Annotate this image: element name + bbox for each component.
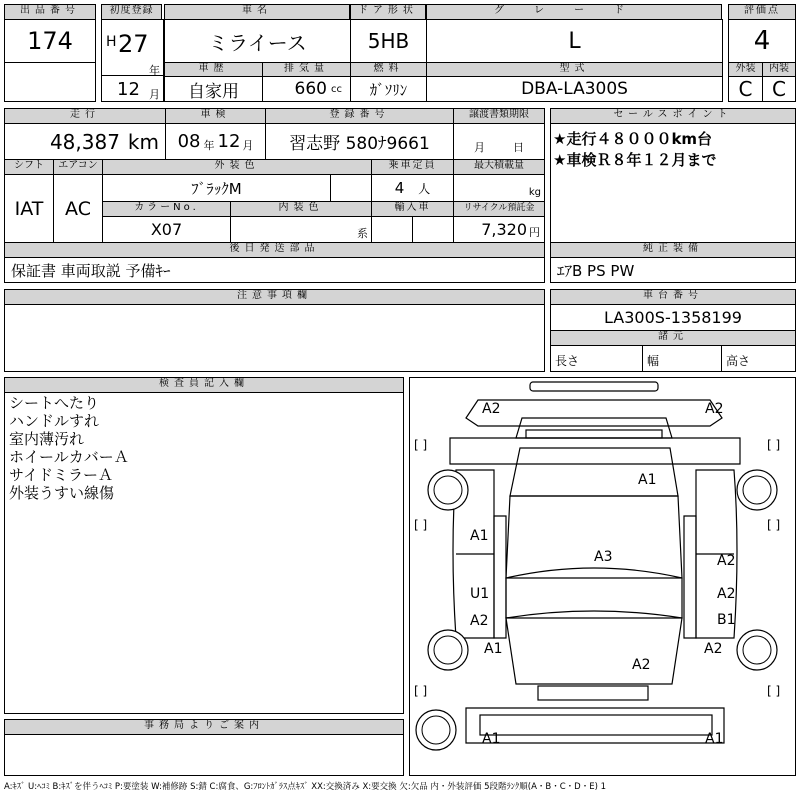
import-b — [412, 216, 454, 243]
damage-mark: A1 — [482, 731, 501, 747]
transfer-month-unit: 月 — [474, 140, 485, 154]
damage-mark: A2 — [704, 641, 723, 657]
damage-mark: A1 — [470, 528, 489, 544]
color-no: X07 — [102, 216, 231, 243]
car-name-header: 車名 — [164, 4, 350, 20]
damage-mark: A2 — [470, 613, 489, 629]
legend: A:ｷｽﾞ U:ﾍｺﾐ B:ｷｽﾞを伴うﾍｺﾐ P:要塗装 W:補修跡 S:錆 C:腐食、G:ﾌﾛﾝﾄｶﾞﾗｽ点ｷｽﾞ XX:交換済み X:要交換 欠:欠品 内・外装評価 5段階ﾗﾝｸ順(A・B・C・D・E) 1 — [4, 782, 607, 792]
aircon-header: エアコン — [53, 159, 103, 175]
plate-header: 登録番号 — [265, 108, 454, 124]
equipment-header: 純正装備 — [550, 242, 796, 258]
bracket-left-mid: [ ] — [414, 518, 428, 532]
tire-front-left — [426, 468, 470, 512]
tire-rear-left — [426, 628, 470, 672]
inspection — [165, 123, 266, 160]
inspection-year: 08 — [177, 131, 201, 152]
exterior-grade: C — [728, 76, 763, 102]
height-label: 高さ — [726, 354, 751, 368]
inspection-month: 12 — [217, 131, 241, 152]
transfer-header: 譲渡書類期限 — [453, 108, 545, 124]
mileage-value: 48,387 — [49, 129, 120, 154]
reg-divider — [101, 75, 164, 76]
sales-point-2: ★車検Ｒ８年１２月まで — [553, 151, 717, 169]
lot-number: 174 — [4, 19, 96, 63]
inspection-year-unit: 年 — [203, 138, 215, 152]
score: 4 — [728, 19, 796, 63]
history: 自家用 — [164, 76, 263, 102]
max-load: kg — [453, 174, 545, 202]
inspector-header: 検査員記入欄 — [4, 377, 404, 393]
lot-blank — [4, 62, 96, 102]
chassis-header: 車台番号 — [550, 289, 796, 305]
inspector-notes — [9, 394, 129, 502]
height-cell — [721, 345, 796, 372]
plate: 習志野 580ﾅ9661 — [265, 123, 454, 160]
displacement-value: 660 — [294, 79, 327, 99]
bracket-left-upper: [ ] — [414, 438, 428, 452]
interior-grade-header: 内装 — [762, 62, 796, 77]
transfer — [453, 123, 545, 160]
sales-points-header: セールスポイント — [550, 108, 796, 124]
car-name: ミライース — [164, 19, 351, 63]
displacement — [262, 76, 351, 102]
inspector-note-4: ホイールカバーＡ — [9, 448, 129, 466]
fuel-header: 燃料 — [350, 62, 427, 77]
door-type: 5HB — [350, 19, 427, 63]
history-header: 車歴 — [164, 62, 263, 77]
displacement-unit: cc — [331, 83, 342, 95]
shift: IAT — [4, 174, 54, 243]
model: DBA-LA300S — [426, 76, 723, 102]
grade: L — [426, 19, 723, 63]
capacity-unit: 人 — [418, 181, 431, 196]
ext-color-header: 外装色 — [102, 159, 372, 175]
length-cell — [550, 345, 643, 372]
grade-header: グレード — [426, 4, 722, 20]
exterior-grade-header: 外装 — [728, 62, 763, 77]
damage-mark: A2 — [482, 401, 501, 417]
tire-front-right — [735, 468, 779, 512]
inspector-note-2: ハンドルすれ — [9, 412, 100, 430]
mileage — [4, 123, 166, 160]
notes-box — [4, 304, 545, 372]
first-registration-year: 27 — [118, 30, 149, 58]
displacement-header: 排気量 — [262, 62, 351, 77]
inspector-note-6: 外装うすい線傷 — [9, 484, 115, 502]
year-unit: 年 — [149, 64, 160, 77]
import-a — [371, 216, 413, 243]
damage-mark: A1 — [638, 472, 657, 488]
width-label: 幅 — [647, 354, 660, 368]
damage-mark: A2 — [717, 586, 736, 602]
car-outline — [410, 378, 795, 775]
int-color-header: 内装色 — [230, 201, 372, 217]
max-load-header: 最大積載量 — [453, 159, 545, 175]
bracket-right-lower: [ ] — [767, 684, 781, 698]
inspector-note-5: サイドミラーＡ — [9, 466, 113, 484]
first-registration-month: 12 — [117, 79, 140, 100]
equipment: ｴｱB PS PW — [550, 257, 796, 283]
damage-mark: A2 — [632, 657, 651, 673]
car-diagram — [409, 377, 796, 776]
sales-point-1: ★走行４８０００km台 — [553, 130, 713, 148]
first-registration-header: 初度登録 — [101, 4, 162, 20]
import-header: 輸入車 — [371, 201, 454, 217]
bracket-right-mid: [ ] — [767, 518, 781, 532]
damage-mark: A1 — [484, 641, 503, 657]
recycle-value: 7,320 — [481, 220, 527, 239]
fuel: ｶﾞｿﾘﾝ — [350, 76, 427, 102]
office-header: 事務局よりご案内 — [4, 719, 404, 735]
tire-rear-right — [735, 628, 779, 672]
score-header: 評価点 — [728, 4, 796, 20]
era: H — [106, 34, 117, 50]
shift-header: シフト — [4, 159, 54, 175]
capacity-header: 乗車定員 — [371, 159, 454, 175]
month-unit: 月 — [149, 88, 160, 101]
damage-mark: A1 — [705, 731, 724, 747]
inspector-note-3: 室内薄汚れ — [9, 430, 85, 448]
door-type-header: ドア形状 — [350, 4, 426, 20]
chassis: LA300S-1358199 — [550, 304, 796, 331]
length-label: 長さ — [555, 354, 580, 368]
int-color: 系 — [230, 216, 372, 243]
inspection-month-unit: 月 — [242, 138, 254, 152]
width-cell — [642, 345, 722, 372]
notes-header: 注意事項欄 — [4, 289, 545, 305]
aircon: AC — [53, 174, 103, 243]
recycle — [453, 216, 545, 243]
office-box — [4, 734, 404, 776]
mileage-header: 走行 — [4, 108, 166, 124]
bracket-right-upper: [ ] — [767, 438, 781, 452]
inspection-header: 車検 — [165, 108, 266, 124]
model-header: 型式 — [426, 62, 723, 77]
damage-mark: A2 — [705, 401, 724, 417]
spare-tire — [414, 708, 458, 752]
lot-number-header: 出品番号 — [4, 4, 96, 20]
capacity-value: 4 — [394, 179, 405, 197]
later-parts-header: 後日発送部品 — [4, 242, 545, 258]
interior-grade: C — [762, 76, 796, 102]
bracket-left-lower: [ ] — [414, 684, 428, 698]
damage-mark: A3 — [594, 549, 613, 565]
inspector-note-1: シートへたり — [9, 394, 100, 412]
capacity — [371, 174, 454, 202]
recycle-unit: 円 — [529, 225, 540, 239]
recycle-header: リサイクル預託金 — [453, 201, 545, 217]
damage-mark: B1 — [717, 612, 736, 628]
later-parts: 保証書 車両取説 予備ｷｰ — [4, 257, 545, 283]
ext-color: ﾌﾞﾗｯｸM — [102, 174, 331, 202]
mileage-unit: km — [127, 129, 159, 154]
damage-mark: A2 — [717, 553, 736, 569]
ext-color-blank — [330, 174, 372, 202]
specs-header: 諸元 — [550, 330, 796, 346]
damage-mark: U1 — [470, 586, 490, 602]
transfer-day-unit: 日 — [513, 140, 524, 154]
color-no-header: カラーNo. — [102, 201, 231, 217]
